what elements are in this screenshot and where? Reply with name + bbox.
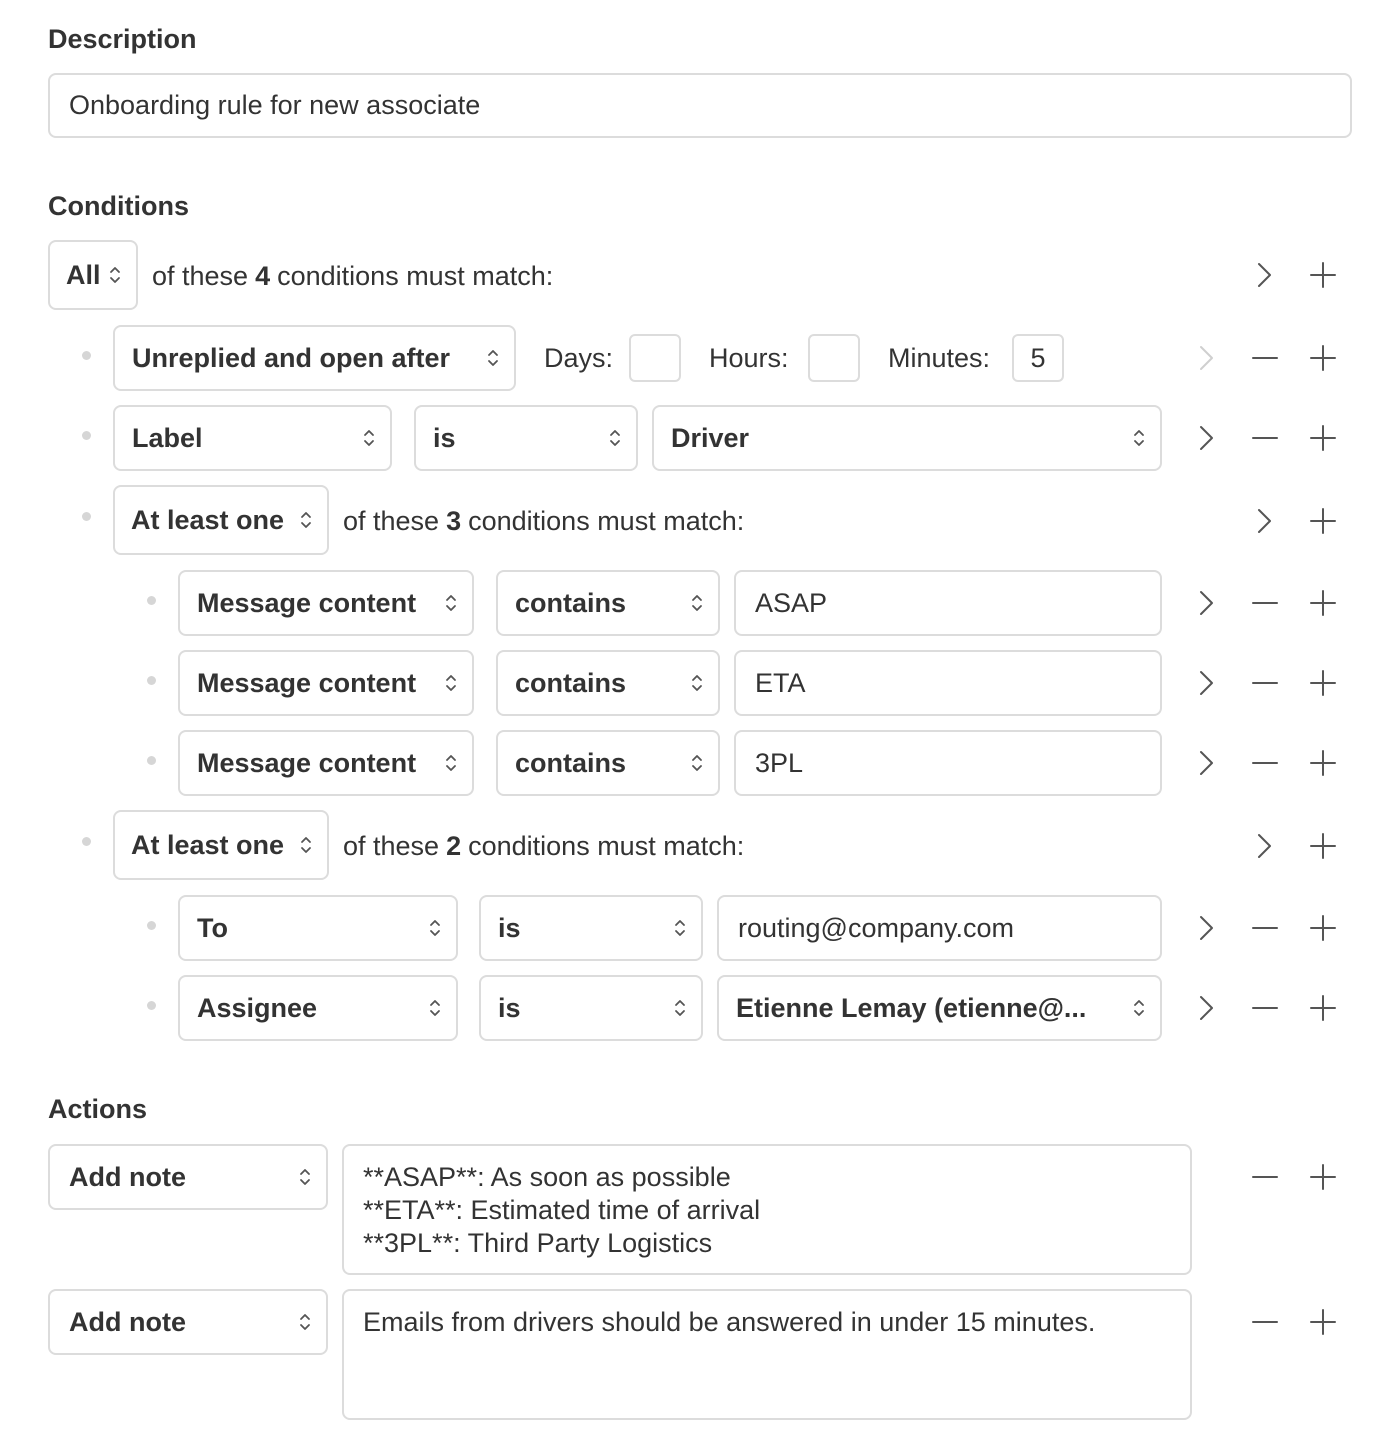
condition-bullet (82, 431, 91, 440)
group2-match-value: At least one (131, 829, 285, 860)
to-add-button[interactable] (1308, 913, 1338, 943)
match-count: 3 (446, 505, 462, 536)
plus-icon (1308, 423, 1338, 453)
root-match-value: All (66, 259, 101, 290)
message-operator-select[interactable] (496, 570, 720, 636)
time-field-select[interactable] (113, 325, 516, 391)
match-suffix: conditions must match: (277, 260, 554, 291)
operator-value: contains (515, 587, 627, 618)
label-value-value: Driver (671, 422, 750, 453)
up-down-chevron-icon (690, 592, 704, 614)
up-down-chevron-icon (298, 1166, 312, 1188)
chevron-right-icon (1192, 913, 1222, 943)
message-expand-button[interactable] (1192, 668, 1222, 698)
description-label: Description (48, 24, 197, 54)
group1-add-button[interactable] (1308, 506, 1338, 536)
up-down-chevron-icon (362, 427, 376, 449)
label-field-value: Label (132, 422, 203, 453)
message-value-input[interactable]: ASAP (734, 570, 1162, 636)
condition-bullet (147, 676, 156, 685)
action-type-value: Add note (69, 1306, 186, 1337)
minus-icon (1250, 993, 1280, 1023)
action-type-select[interactable] (48, 1144, 328, 1210)
group2-add-button[interactable] (1308, 831, 1338, 861)
minus-icon (1250, 1162, 1280, 1192)
plus-icon (1308, 1307, 1338, 1337)
condition-bullet (82, 351, 91, 360)
up-down-chevron-icon (608, 427, 622, 449)
chevron-right-icon (1192, 343, 1222, 373)
up-down-chevron-icon (298, 1311, 312, 1333)
condition-bullet (147, 756, 156, 765)
condition-bullet (82, 837, 91, 846)
minus-icon (1250, 1307, 1280, 1337)
assignee-expand-button[interactable] (1192, 993, 1222, 1023)
condition-bullet (147, 1001, 156, 1010)
group2-match-select[interactable] (113, 810, 329, 880)
message-operator-select[interactable] (496, 650, 720, 716)
up-down-chevron-icon (108, 264, 122, 286)
up-down-chevron-icon (299, 509, 313, 531)
operator-value: contains (515, 747, 627, 778)
match-prefix: of these (343, 830, 440, 861)
up-down-chevron-icon (1132, 997, 1146, 1019)
chevron-right-icon (1192, 423, 1222, 453)
group1-match-text (343, 503, 744, 539)
up-down-chevron-icon (299, 834, 313, 856)
time-expand-button (1192, 343, 1222, 373)
group1-match-select[interactable] (113, 485, 329, 555)
up-down-chevron-icon (444, 672, 458, 694)
assignee-field-select[interactable] (178, 975, 458, 1041)
chevron-right-icon (1192, 588, 1222, 618)
match-suffix: conditions must match: (468, 505, 745, 536)
group2-expand-button[interactable] (1250, 831, 1280, 861)
plus-icon (1308, 831, 1338, 861)
label-remove-button[interactable] (1250, 423, 1280, 453)
minus-icon (1250, 588, 1280, 618)
match-prefix: of these (152, 260, 249, 291)
root-match-select[interactable] (48, 240, 138, 310)
group1-expand-button[interactable] (1250, 506, 1280, 536)
plus-icon (1308, 993, 1338, 1023)
label-expand-button[interactable] (1192, 423, 1222, 453)
minus-icon (1250, 913, 1280, 943)
message-operator-select[interactable] (496, 730, 720, 796)
operator-value: is (498, 912, 521, 943)
action-remove-button[interactable] (1250, 1162, 1280, 1192)
actions-label: Actions (48, 1094, 148, 1124)
to-operator-select[interactable] (479, 895, 703, 961)
message-expand-button[interactable] (1192, 748, 1222, 778)
up-down-chevron-icon (486, 347, 500, 369)
plus-icon (1308, 913, 1338, 943)
time-remove-button[interactable] (1250, 343, 1280, 373)
group1-match-value: At least one (131, 504, 285, 535)
days-label: Days: (544, 342, 614, 373)
up-down-chevron-icon (673, 997, 687, 1019)
message-value-input[interactable]: ETA (734, 650, 1162, 716)
assignee-remove-button[interactable] (1250, 993, 1280, 1023)
condition-bullet (82, 512, 91, 521)
description-input[interactable]: Onboarding rule for new associate (48, 73, 1352, 138)
time-add-button[interactable] (1308, 343, 1338, 373)
label-value-select[interactable] (652, 405, 1162, 471)
field-value: Message content (197, 667, 417, 698)
time-field-value: Unreplied and open after (132, 342, 451, 373)
minutes-input[interactable]: 5 (1012, 334, 1064, 382)
up-down-chevron-icon (444, 752, 458, 774)
up-down-chevron-icon (673, 917, 687, 939)
match-count: 4 (255, 260, 271, 291)
label-add-button[interactable] (1308, 423, 1338, 453)
label-operator-value: is (433, 422, 456, 453)
minus-icon (1250, 343, 1280, 373)
action-type-value: Add note (69, 1161, 186, 1192)
message-field-select[interactable] (178, 650, 474, 716)
up-down-chevron-icon (428, 917, 442, 939)
minutes-label: Minutes: (888, 342, 991, 373)
action-add-button[interactable] (1308, 1307, 1338, 1337)
hours-label: Hours: (709, 342, 789, 373)
label-operator-select[interactable] (414, 405, 638, 471)
match-suffix: conditions must match: (468, 830, 745, 861)
chevron-right-icon (1250, 260, 1280, 290)
root-expand-button[interactable] (1250, 260, 1280, 290)
action-type-select[interactable] (48, 1289, 328, 1355)
plus-icon (1308, 668, 1338, 698)
to-value-input[interactable]: routing@company.com (717, 895, 1162, 961)
hours-input[interactable] (808, 334, 860, 382)
message-remove-button[interactable] (1250, 668, 1280, 698)
operator-value: contains (515, 667, 627, 698)
chevron-right-icon (1250, 506, 1280, 536)
assignee-value-select[interactable] (717, 975, 1162, 1041)
condition-bullet (147, 596, 156, 605)
chevron-right-icon (1192, 993, 1222, 1023)
plus-icon (1308, 1162, 1338, 1192)
assignee-operator-select[interactable] (479, 975, 703, 1041)
group2-match-text (343, 828, 744, 864)
to-remove-button[interactable] (1250, 913, 1280, 943)
message-expand-button[interactable] (1192, 588, 1222, 618)
up-down-chevron-icon (444, 592, 458, 614)
chevron-right-icon (1192, 668, 1222, 698)
plus-icon (1308, 588, 1338, 618)
up-down-chevron-icon (690, 752, 704, 774)
message-remove-button[interactable] (1250, 748, 1280, 778)
label-field-select[interactable] (113, 405, 392, 471)
field-value: Assignee (197, 992, 318, 1023)
chevron-right-icon (1192, 748, 1222, 778)
plus-icon (1308, 343, 1338, 373)
message-field-select[interactable] (178, 570, 474, 636)
message-add-button[interactable] (1308, 748, 1338, 778)
minus-icon (1250, 668, 1280, 698)
message-add-button[interactable] (1308, 668, 1338, 698)
message-field-select[interactable] (178, 730, 474, 796)
field-value: To (197, 912, 228, 943)
root-match-text (152, 258, 553, 294)
chevron-right-icon (1250, 831, 1280, 861)
action-remove-button[interactable] (1250, 1307, 1280, 1337)
action-note-textarea[interactable]: **ASAP**: As soon as possible **ETA**: Estimated time of arrival **3PL**: Third Party Logistics (342, 1144, 1192, 1275)
field-value: Message content (197, 587, 417, 618)
operator-value: is (498, 992, 521, 1023)
root-add-button[interactable] (1308, 260, 1338, 290)
assignee-value: Etienne Lemay (etienne@... (736, 992, 1087, 1023)
plus-icon (1308, 748, 1338, 778)
days-input[interactable] (629, 334, 681, 382)
match-count: 2 (446, 830, 462, 861)
up-down-chevron-icon (1132, 427, 1146, 449)
minus-icon (1250, 748, 1280, 778)
condition-bullet (147, 921, 156, 930)
message-add-button[interactable] (1308, 588, 1338, 618)
field-value: Message content (197, 747, 417, 778)
up-down-chevron-icon (690, 672, 704, 694)
to-field-select[interactable] (178, 895, 458, 961)
plus-icon (1308, 260, 1338, 290)
conditions-label: Conditions (48, 191, 189, 221)
minus-icon (1250, 423, 1280, 453)
up-down-chevron-icon (428, 997, 442, 1019)
action-note-textarea[interactable]: Emails from drivers should be answered in under 15 minutes. (342, 1289, 1192, 1420)
message-remove-button[interactable] (1250, 588, 1280, 618)
message-value-input[interactable]: 3PL (734, 730, 1162, 796)
assignee-add-button[interactable] (1308, 993, 1338, 1023)
plus-icon (1308, 506, 1338, 536)
action-add-button[interactable] (1308, 1162, 1338, 1192)
match-prefix: of these (343, 505, 440, 536)
to-expand-button[interactable] (1192, 913, 1222, 943)
